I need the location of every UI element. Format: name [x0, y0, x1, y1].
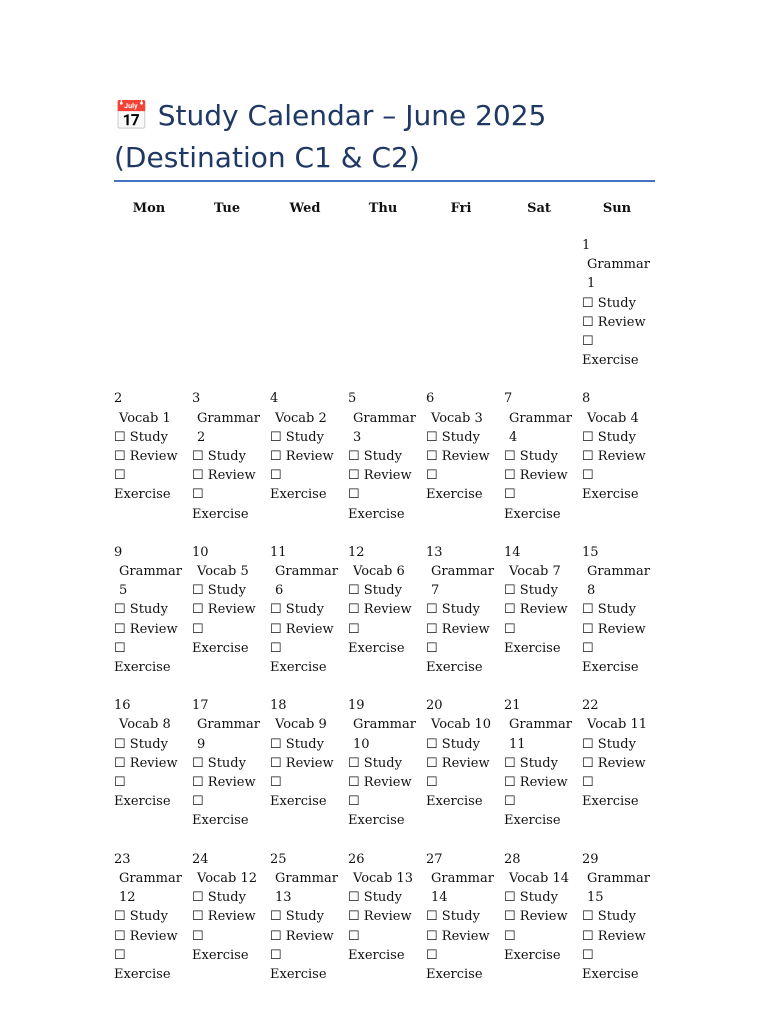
task-checkbox[interactable]: ☐ Exercise [348, 928, 405, 963]
calendar-day-cell [578, 543, 656, 677]
day-number: 18 [270, 698, 287, 714]
calendar-day-cell [344, 389, 422, 523]
day-topic: Vocab 6 [353, 564, 405, 580]
day-number: 27 [426, 851, 443, 867]
task-checkbox[interactable]: ☐ Study [270, 429, 324, 445]
task-checkbox[interactable]: ☐ Study [192, 583, 246, 599]
task-checkbox[interactable]: ☐ Review [504, 602, 568, 618]
task-checkbox[interactable]: ☐ Review [192, 468, 256, 484]
task-checkbox[interactable]: ☐ Review [270, 621, 334, 637]
title-divider [114, 180, 655, 182]
task-checkbox[interactable]: ☐ Exercise [582, 468, 639, 503]
calendar-day-cell [266, 850, 344, 984]
calendar-day-cell [188, 850, 266, 984]
task-checkbox[interactable]: ☐ Study [426, 602, 480, 618]
calendar-day-cell [266, 696, 344, 830]
task-checkbox[interactable]: ☐ Exercise [348, 487, 405, 522]
calendar-day-cell [422, 696, 500, 830]
task-checkbox[interactable]: ☐ Study [582, 295, 636, 311]
day-number: 9 [114, 544, 123, 560]
task-checkbox[interactable]: ☐ Study [426, 909, 480, 925]
day-number: 20 [426, 698, 443, 714]
calendar-day-cell [110, 696, 188, 830]
task-checkbox[interactable]: ☐ Study [348, 449, 402, 465]
task-checkbox[interactable]: ☐ Exercise [582, 640, 639, 676]
calendar-day-cell [500, 389, 578, 523]
day-topic: Vocab 5 [197, 564, 249, 580]
day-topic: Vocab 12 [197, 870, 258, 886]
task-checkbox[interactable]: ☐ Exercise [192, 928, 249, 963]
weekday-header-fri: Fri [450, 201, 472, 216]
task-checkbox[interactable]: ☐ Exercise [270, 640, 327, 676]
task-checkbox[interactable]: ☐ Exercise [426, 468, 483, 503]
calendar-day-cell [422, 850, 500, 984]
calendar-day-cell [344, 850, 422, 984]
day-number: 15 [582, 544, 599, 560]
task-checkbox[interactable]: ☐ Exercise [348, 621, 405, 656]
day-topic: Grammar 13 [275, 870, 338, 906]
day-number: 16 [114, 698, 131, 714]
day-number: 4 [270, 391, 279, 407]
day-number: 8 [582, 391, 591, 407]
weekday-header-sat: Sat [527, 201, 551, 216]
day-number: 17 [192, 698, 209, 714]
task-checkbox[interactable]: ☐ Exercise [114, 947, 171, 982]
calendar-day-cell [500, 696, 578, 830]
task-checkbox[interactable]: ☐ Exercise [192, 621, 249, 656]
task-checkbox[interactable]: ☐ Exercise [270, 468, 327, 503]
calendar-day-cell [344, 696, 422, 830]
calendar-day-cell [110, 850, 188, 984]
task-checkbox[interactable]: ☐ Study [582, 602, 636, 618]
calendar-day-cell [422, 389, 500, 523]
task-checkbox[interactable]: ☐ Study [504, 890, 558, 906]
calendar-day-cell [344, 543, 422, 677]
day-number: 12 [348, 544, 365, 560]
task-checkbox[interactable]: ☐ Exercise [426, 640, 483, 676]
day-number: 6 [426, 391, 435, 407]
day-topic: Vocab 1 [119, 410, 171, 426]
calendar-day-cell [422, 543, 500, 677]
task-checkbox[interactable]: ☐ Study [192, 890, 246, 906]
calendar-empty-cell [188, 236, 266, 370]
task-checkbox[interactable]: ☐ Study [114, 602, 168, 618]
weekday-header-wed: Wed [289, 201, 321, 216]
calendar-day-cell [266, 389, 344, 523]
weekday-header-mon: Mon [132, 201, 166, 216]
task-checkbox[interactable]: ☐ Study [582, 909, 636, 925]
day-topic: Vocab 8 [119, 717, 171, 733]
day-topic: Vocab 7 [509, 564, 561, 580]
day-topic: Vocab 10 [431, 717, 492, 733]
task-checkbox[interactable]: ☐ Exercise [114, 640, 171, 676]
day-topic: Grammar 7 [431, 564, 494, 599]
task-checkbox[interactable]: ☐ Exercise [504, 621, 561, 656]
task-checkbox[interactable]: ☐ Review [348, 468, 412, 484]
task-checkbox[interactable]: ☐ Review [426, 755, 490, 771]
calendar-day-cell [578, 236, 656, 370]
day-topic: Vocab 3 [431, 410, 483, 426]
calendar-day-cell [110, 389, 188, 523]
task-checkbox[interactable]: ☐ Review [504, 468, 568, 484]
task-checkbox[interactable]: ☐ Exercise [504, 794, 561, 829]
weekday-header-thu: Thu [368, 201, 398, 216]
calendar-day-cell [188, 389, 266, 523]
day-topic: Grammar 15 [587, 870, 650, 906]
calendar-day-cell [500, 850, 578, 984]
day-topic: Vocab 9 [275, 717, 327, 733]
day-number: 19 [348, 698, 365, 714]
calendar-day-cell [578, 696, 656, 830]
day-topic: Vocab 11 [587, 717, 648, 733]
task-checkbox[interactable]: ☐ Exercise [114, 775, 171, 810]
task-checkbox[interactable]: ☐ Study [504, 583, 558, 599]
calendar-day-cell [110, 543, 188, 677]
task-checkbox[interactable]: ☐ Exercise [192, 487, 249, 522]
day-topic: Vocab 13 [353, 870, 414, 886]
day-number: 22 [582, 698, 599, 714]
calendar-empty-cell [500, 236, 578, 370]
task-checkbox[interactable]: ☐ Review [504, 775, 568, 791]
day-topic: Grammar 6 [275, 564, 338, 599]
calendar-empty-cell [110, 236, 188, 370]
task-checkbox[interactable]: ☐ Study [348, 755, 402, 771]
day-topic: Vocab 14 [509, 870, 570, 886]
task-checkbox[interactable]: ☐ Study [270, 602, 324, 618]
task-checkbox[interactable]: ☐ Review [348, 909, 412, 925]
task-checkbox[interactable]: ☐ Exercise [582, 947, 639, 982]
task-checkbox[interactable]: ☐ Study [270, 909, 324, 925]
task-checkbox[interactable]: ☐ Study [504, 755, 558, 771]
task-checkbox[interactable]: ☐ Exercise [270, 775, 327, 810]
calendar-day-cell [266, 543, 344, 677]
task-checkbox[interactable]: ☐ Study [270, 736, 324, 752]
task-checkbox[interactable]: ☐ Study [114, 736, 168, 752]
day-number: 3 [192, 391, 201, 407]
calendar-grid [110, 196, 656, 1003]
task-checkbox[interactable]: ☐ Exercise [192, 794, 249, 829]
task-checkbox[interactable]: ☐ Review [426, 928, 490, 944]
task-checkbox[interactable]: ☐ Study [426, 736, 480, 752]
day-topic: Grammar 4 [509, 410, 572, 445]
task-checkbox[interactable]: ☐ Review [270, 449, 334, 465]
task-checkbox[interactable]: ☐ Review [114, 755, 178, 771]
day-number: 1 [582, 238, 591, 253]
day-number: 10 [192, 544, 209, 560]
task-checkbox[interactable]: ☐ Exercise [426, 775, 483, 810]
day-number: 2 [114, 391, 123, 407]
task-checkbox[interactable]: ☐ Exercise [426, 947, 483, 982]
task-checkbox[interactable]: ☐ Exercise [582, 775, 639, 810]
day-number: 25 [270, 851, 287, 867]
day-topic: Grammar 9 [197, 717, 260, 752]
day-number: 13 [426, 544, 443, 560]
task-checkbox[interactable]: ☐ Exercise [348, 794, 405, 829]
day-topic: Grammar 5 [119, 564, 182, 599]
task-checkbox[interactable]: ☐ Review [192, 775, 256, 791]
day-number: 23 [114, 851, 131, 867]
day-topic: Grammar 11 [509, 717, 572, 752]
task-checkbox[interactable]: ☐ Review [192, 909, 256, 925]
task-checkbox[interactable]: ☐ Review [582, 928, 646, 944]
day-topic: Grammar 8 [587, 564, 650, 599]
calendar-day-cell [188, 696, 266, 830]
task-checkbox[interactable]: ☐ Review [582, 755, 646, 771]
task-checkbox[interactable]: ☐ Exercise [114, 468, 171, 503]
task-checkbox[interactable]: ☐ Study [504, 449, 558, 465]
calendar-empty-cell [344, 236, 422, 370]
task-checkbox[interactable]: ☐ Study [192, 449, 246, 465]
task-checkbox[interactable]: ☐ Exercise [504, 487, 561, 522]
calendar-empty-cell [266, 236, 344, 370]
task-checkbox[interactable]: ☐ Review [348, 602, 412, 618]
task-checkbox[interactable]: ☐ Study [348, 890, 402, 906]
page-title: 📅 Study Calendar – June 2025 (Destination C1 & C2) [114, 99, 547, 174]
task-checkbox[interactable]: ☐ Review [114, 449, 178, 465]
task-checkbox[interactable]: ☐ Review [348, 775, 412, 791]
calendar-day-cell [578, 850, 656, 984]
task-checkbox[interactable]: ☐ Review [582, 621, 646, 637]
day-topic: Grammar 12 [119, 870, 182, 906]
task-checkbox[interactable]: ☐ Study [192, 755, 246, 771]
day-number: 28 [504, 851, 521, 867]
calendar-day-cell [578, 389, 656, 523]
day-number: 7 [504, 391, 513, 407]
day-number: 5 [348, 391, 357, 407]
task-checkbox[interactable]: ☐ Review [114, 621, 178, 637]
task-checkbox[interactable]: ☐ Study [114, 429, 168, 445]
task-checkbox[interactable]: ☐ Review [582, 314, 646, 330]
task-checkbox[interactable]: ☐ Review [192, 602, 256, 618]
day-topic: Grammar 1 [587, 257, 650, 292]
day-number: 21 [504, 698, 521, 714]
task-checkbox[interactable]: ☐ Study [582, 429, 636, 445]
task-checkbox[interactable]: ☐ Review [426, 621, 490, 637]
day-number: 14 [504, 544, 521, 560]
task-checkbox[interactable]: ☐ Study [582, 736, 636, 752]
day-topic: Vocab 2 [275, 410, 327, 426]
day-topic: Grammar 3 [353, 410, 416, 445]
task-checkbox[interactable]: ☐ Review [504, 909, 568, 925]
day-number: 26 [348, 851, 365, 867]
calendar-day-cell [500, 543, 578, 677]
task-checkbox[interactable]: ☐ Exercise [504, 928, 561, 963]
task-checkbox[interactable]: ☐ Review [426, 449, 490, 465]
task-checkbox[interactable]: ☐ Exercise [270, 947, 327, 982]
weekday-header-sun: Sun [602, 201, 632, 216]
task-checkbox[interactable]: ☐ Review [270, 755, 334, 771]
day-topic: Vocab 4 [587, 410, 639, 426]
task-checkbox[interactable]: ☐ Study [114, 909, 168, 925]
calendar-day-cell [188, 543, 266, 677]
day-number: 29 [582, 851, 599, 867]
day-topic: Grammar 14 [431, 870, 494, 906]
day-number: 11 [270, 544, 287, 560]
day-number: 24 [192, 851, 209, 867]
task-checkbox[interactable]: ☐ Exercise [582, 334, 639, 369]
task-checkbox[interactable]: ☐ Review [582, 449, 646, 465]
calendar-empty-cell [422, 236, 500, 370]
task-checkbox[interactable]: ☐ Study [348, 583, 402, 599]
day-topic: Grammar 2 [197, 410, 260, 445]
day-topic: Grammar 10 [353, 717, 416, 752]
weekday-header-tue: Tue [213, 201, 241, 216]
task-checkbox[interactable]: ☐ Review [270, 928, 334, 944]
task-checkbox[interactable]: ☐ Study [426, 429, 480, 445]
task-checkbox[interactable]: ☐ Review [114, 928, 178, 944]
